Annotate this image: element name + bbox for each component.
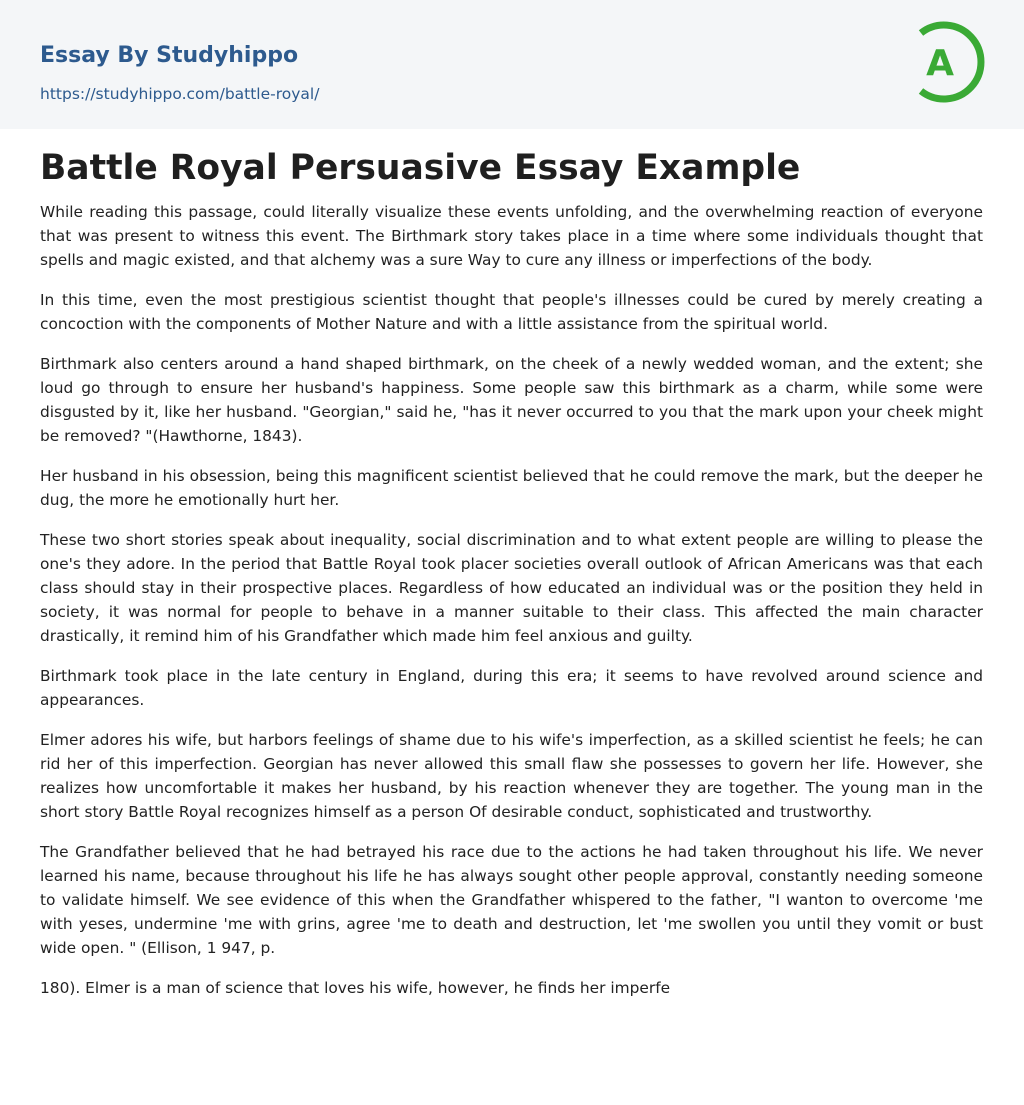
article-paragraph: Elmer adores his wife, but harbors feelings of shame due to his wife's imperfection, as a skilled scientist he feels; he can rid her of this imperfection. Georgian has never allowed this small flaw she possesses to govern her life. However, she realizes how uncomfortable it makes her husband, by his reaction whenever they are together. The young man in the short story Battle Royal recognizes himself as a person Of desirable conduct, sophisticated and trustworthy. [40,731,983,821]
article-paragraph: Birthmark took place in the late century in England, during this era; it seems to have revolved around science and appearances. [40,667,983,709]
article-paragraph: Birthmark also centers around a hand shaped birthmark, on the cheek of a newly wedded woman, and the extent; she loud go through to ensure her husband's happiness. Some people saw this birthmark as a charm, while some were disgusted by it, like her husband. "Georgian," said he, "has it never occurred to you that the mark upon your cheek might be removed? "(Hawthorne, 1843). [40,355,983,445]
logo-letter: A [926,43,954,84]
article-paragraph: Her husband in his obsession, being this magnificent scientist believed that he could remove the mark, but the deeper he dug, the more he emotionally hurt her. [40,467,983,509]
site-name[interactable]: Essay By Studyhippo [40,43,299,68]
article-paragraph: These two short stories speak about inequality, social discrimination and to what extent people are willing to please the one's they adore. In the period that Battle Royal took placer societies overall outlook of African Americans was that each class should stay in their prospective places. Regardless of how educated an individual was or the position they held in society, it was normal for people to behave in a manner suitable to their class. This affected the main character drastically, it remind him of his Grandfather which made him feel anxious and guilty. [40,531,983,645]
article-paragraph: While reading this passage, could literally visualize these events unfolding, and the overwhelming reaction of everyone that was present to witness this event. The Birthmark story takes place in a time where some individuals thought that spells and magic existed, and that alchemy was a sure Way to cure any illness or imperfections of the body. [40,203,983,269]
site-header [0,0,1024,129]
article-paragraph: 180). Elmer is a man of science that loves his wife, however, he finds her imperfe [40,979,671,997]
studyhippo-logo-icon[interactable] [910,18,988,106]
article-body [40,200,983,1016]
source-url-link[interactable]: https://studyhippo.com/battle-royal/ [40,85,320,103]
article-paragraph: The Grandfather believed that he had betrayed his race due to the actions he had taken throughout his life. We never learned his name, because throughout his life he has always sought other people approval, constantly needing someone to validate himself. We see evidence of this when the Grandfather whispered to the father, "I wanton to overcome 'me with yeses, undermine 'me with grins, agree 'me to death and destruction, let 'me swollen you until they vomit or bust wide open. " (Ellison, 1 947, p. [40,843,983,957]
article-title: Battle Royal Persuasive Essay Example [40,148,801,188]
article-paragraph: In this time, even the most prestigious scientist thought that people's illnesses could be cured by merely creating a concoction with the components of Mother Nature and with a little assistance from the spiritual world. [40,291,983,333]
